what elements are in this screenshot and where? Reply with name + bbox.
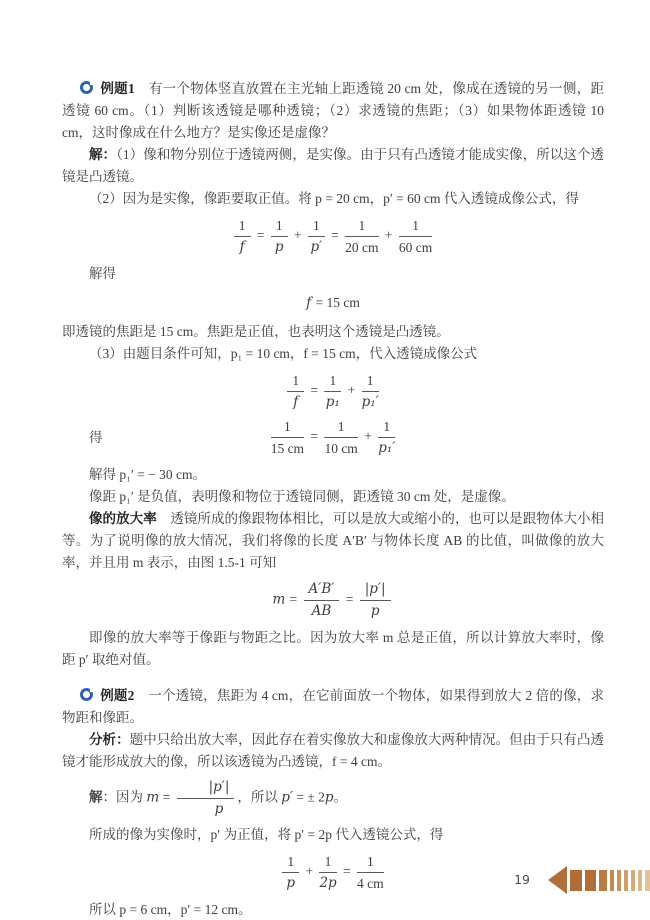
math-text: = 15 cm	[315, 295, 360, 310]
example1-label: 例题1	[100, 81, 135, 96]
lens-equation-subscript	[62, 372, 604, 411]
math-text: =	[253, 227, 268, 243]
example1-result-p1: 解得 p₁′ = − 30 cm。	[89, 467, 207, 482]
math-text: ，所以	[237, 789, 282, 805]
math-fraction: $\frac{1}{\text{p₁}}$	[325, 373, 340, 410]
math-fraction: $\frac{1}{15 cm}$	[270, 419, 305, 456]
math-fraction: $\frac{1}{f}$	[234, 217, 251, 256]
math-fraction: $\frac{1}{10 cm}$	[324, 419, 358, 456]
analysis-text: 题中只给出放大率，因此存在着实像放大和虚像放大两种情况。但由于只有凸透镜才能形成放大的像，所以该透镜为凸透镜，f = 4 cm。	[62, 732, 605, 769]
math-text: +	[302, 863, 317, 879]
magnification-heading: 像的放大率	[89, 511, 157, 526]
math-fraction: $\frac{1}{60 cm}$	[398, 218, 433, 255]
example2-solution-line	[62, 779, 604, 818]
example2-header	[62, 685, 604, 729]
solution-step1-text: （1）像和物分别位于透镜两侧，是实像。由于只有凸透镜才能成实像，所以这个透镜是凸透镜。	[62, 147, 605, 184]
math-text: m	[272, 591, 290, 608]
page-number: 19	[514, 872, 530, 887]
math-text: =	[307, 428, 322, 444]
magnification-text: 透镜所成的像跟物体相比，可以是放大或缩小的，也可以是跟物体大小相等。为了说明像的放大情况，我们将像的长度 A′B′ 与物体长度 AB 的比值，叫做像的放大率，并且用 m 表示，由图 1.5-1 可知	[62, 511, 605, 570]
example-marker-ring-icon	[80, 81, 93, 94]
example2-result: 所以 p = 6 cm，p′ = 12 cm。	[89, 902, 252, 917]
example1-header	[62, 78, 604, 144]
math-fraction: $\frac{1}{\text{p₁′}}$	[378, 419, 396, 456]
math-text: m	[146, 789, 160, 806]
math-fraction: $\frac{1}{4 cm}$	[357, 854, 384, 891]
example1-solution-step1	[62, 144, 604, 188]
example1-conclusion2: 即透镜的焦距是 15 cm。焦距是正值，也表明这个透镜是凸透镜。	[62, 324, 450, 339]
page-footer	[514, 866, 650, 894]
math-text: =	[342, 591, 357, 607]
math-text: =	[289, 591, 301, 607]
math-text: =	[339, 863, 355, 879]
math-text: +	[344, 382, 359, 398]
magnification-note: 即像的放大率等于像距与物距之比。因为放大率 m 总是正值，所以计算放大率时，像距 p′ 取绝对值。	[62, 630, 604, 667]
left-arrow-icon	[548, 866, 650, 894]
math-text: f	[306, 295, 316, 311]
example-marker-ring-icon	[80, 688, 93, 701]
example1-conclusion3: 像距 p₁′ 是负值，表明像和物位于透镜同侧，距透镜 30 cm 处，是虚像。	[89, 489, 515, 504]
math-text: ：因为	[102, 789, 147, 805]
arrow-head	[548, 866, 567, 894]
example1-solution-step2: （2）因为是实像，像距要取正值。将 p = 20 cm，p′ = 60 cm 代入透镜成像公式，得	[89, 191, 579, 206]
math-fraction: $\frac{1}{\text{p₁′}}$	[361, 373, 379, 410]
focal-length-result	[62, 292, 604, 314]
solve-label: 解得	[89, 266, 116, 281]
example1-statement: 有一个物体竖直放置在主光轴上距透镜 20 cm 处，像成在透镜的另一侧，距透镜 60 cm。（1）判断该透镜是哪种透镜；（2）求透镜的焦距；（3）如果物体距透镜 10 cm，这时像成在什么地方？是实像还是虚像？	[62, 81, 605, 140]
math-fraction: $\frac{|p'|}{p}$	[360, 581, 391, 620]
lens-equation-numeric-row	[62, 418, 604, 457]
solution-lead: 解：	[89, 147, 117, 162]
math-text: 解	[89, 789, 103, 805]
math-text: p′	[281, 789, 293, 806]
example2-label: 例题2	[100, 688, 135, 703]
page-content	[62, 78, 604, 920]
math-text: =	[159, 789, 174, 805]
math-fraction: $\frac{|p'|}{p}$	[177, 779, 235, 818]
magnification-formula	[62, 581, 604, 620]
math-text: +	[290, 227, 305, 243]
example2-solution-step2: 所成的像为实像时，p′ 为正值，将 p′ = 2p 代入透镜公式，得	[89, 827, 444, 842]
lens-equation-with-values	[62, 217, 604, 256]
math-text: +	[381, 227, 396, 243]
math-text: p	[324, 789, 334, 806]
example2-statement: 一个透镜，焦距为 4 cm，在它前面放一个物体，如果得到放大 2 倍的像，求物距和像距。	[62, 688, 604, 725]
magnification-paragraph	[62, 508, 604, 574]
math-text: =	[327, 227, 343, 243]
math-fraction: $\frac{1}{p}$	[271, 217, 288, 256]
math-fraction: $\frac{1}{f}$	[287, 372, 304, 411]
arrow-bars	[567, 870, 650, 891]
math-fraction: $\frac{1}{2p}$	[319, 854, 337, 891]
example1-solution-step3: （3）由题目条件可知，p₁ = 10 cm，f = 15 cm，代入透镜成像公式	[89, 346, 478, 361]
math-fraction: $\frac{1}{p}$	[282, 853, 299, 892]
math-fraction: $\frac{A'B'}{AB}$	[304, 581, 340, 620]
math-text: =	[307, 382, 322, 398]
example2-analysis	[62, 729, 604, 773]
math-fraction: $\frac{1}{20 cm}$	[345, 218, 379, 255]
math-fraction: $\frac{1}{p'}$	[308, 217, 325, 256]
math-text: +	[360, 428, 376, 444]
math-text: 。	[333, 789, 348, 805]
obtain-label: 得	[89, 429, 103, 445]
analysis-lead: 分析：	[89, 732, 130, 747]
math-text: = ± 2	[292, 789, 325, 805]
lens-equation-numeric	[62, 418, 604, 457]
